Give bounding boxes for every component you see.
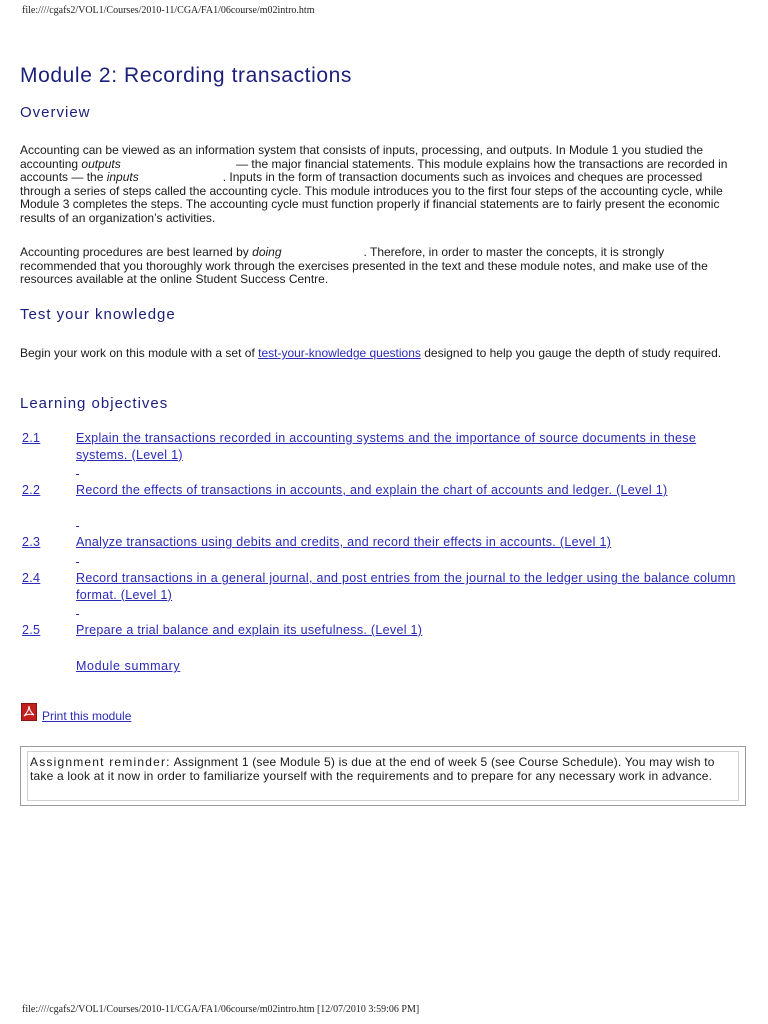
assignment-reminder-inner	[27, 751, 739, 801]
overview-heading: Overview	[20, 104, 91, 121]
print-header-url: file:////cgafs2/VOL1/Courses/2010-11/CGA/FA1/06course/m02intro.htm	[22, 5, 315, 16]
objective-link[interactable]: Analyze transactions using debits and credits, and record their effects in accounts. (Level 1)	[76, 535, 612, 549]
objective-link[interactable]: Record transactions in a general journal, and post entries from the journal to the ledger using the balance column format. (Level 1)	[76, 571, 736, 602]
objective-number[interactable]: 2.5	[22, 623, 41, 637]
link-underscore	[76, 463, 79, 480]
test-knowledge-link[interactable]: test-your-knowledge questions	[258, 346, 421, 360]
overview-paragraph-1: Accounting can be viewed as an information system that consists of inputs, processing, and outputs. In Module 1 you studied the accounting outputs — the major financial statements. This module explains how the transactions are recorded in accounts — the inputs . Inputs in the form of transaction documents such as invoices and cheques are processed through a series of steps called the accounting cycle. This module introduces you to the first four steps of the accounting cycle, while Module 3 completes the steps. The accounting cycle must function properly if financial statements are to fairly present the economic results of an organization’s activities.	[20, 143, 728, 225]
link-underscore	[76, 515, 79, 532]
learning-objectives-heading: Learning objectives	[20, 395, 169, 412]
test-knowledge-heading: Test your knowledge	[20, 306, 176, 323]
page-title: Module 2: Recording transactions	[20, 64, 353, 87]
pdf-icon[interactable]	[21, 703, 37, 721]
objective-number[interactable]: 2.4	[22, 571, 41, 585]
objective-link[interactable]: Explain the transactions recorded in accounting systems and the importance of source documents in these systems. (Level 1)	[76, 431, 697, 462]
module-summary-link[interactable]: Module summary	[76, 659, 181, 673]
print-footer-url: file:////cgafs2/VOL1/Courses/2010-11/CGA/FA1/06course/m02intro.htm [12/07/2010 3:59:06 PM]	[22, 1004, 420, 1015]
assignment-reminder-text: Assignment reminder: Assignment 1 (see Module 5) is due at the end of week 5 (see Course Schedule). You may wish to take a look at it now in order to familiarize yourself with the requirements and to prepare for any necessary work in advance.	[30, 755, 715, 783]
link-underscore	[76, 551, 79, 568]
link-underscore	[76, 603, 79, 620]
overview-paragraph-2: Accounting procedures are best learned by doing . Therefore, in order to master the concepts, it is strongly recommended that you thoroughly work through the exercises presented in the text and these module notes, and make use of the resources available at the online Student Success Centre.	[20, 245, 708, 287]
objective-number[interactable]: 2.1	[22, 431, 41, 445]
objective-link[interactable]: Record the effects of transactions in accounts, and explain the chart of accounts and ledger. (Level 1)	[76, 483, 668, 497]
objective-link[interactable]: Prepare a trial balance and explain its usefulness. (Level 1)	[76, 623, 423, 637]
print-module-link[interactable]: Print this module	[42, 709, 132, 723]
objective-number[interactable]: 2.3	[22, 535, 41, 549]
objective-number[interactable]: 2.2	[22, 483, 41, 497]
assignment-reminder-box	[20, 746, 746, 806]
test-knowledge-paragraph: Begin your work on this module with a set of test-your-knowledge questions designed to help you gauge the depth of study required.	[20, 346, 722, 360]
